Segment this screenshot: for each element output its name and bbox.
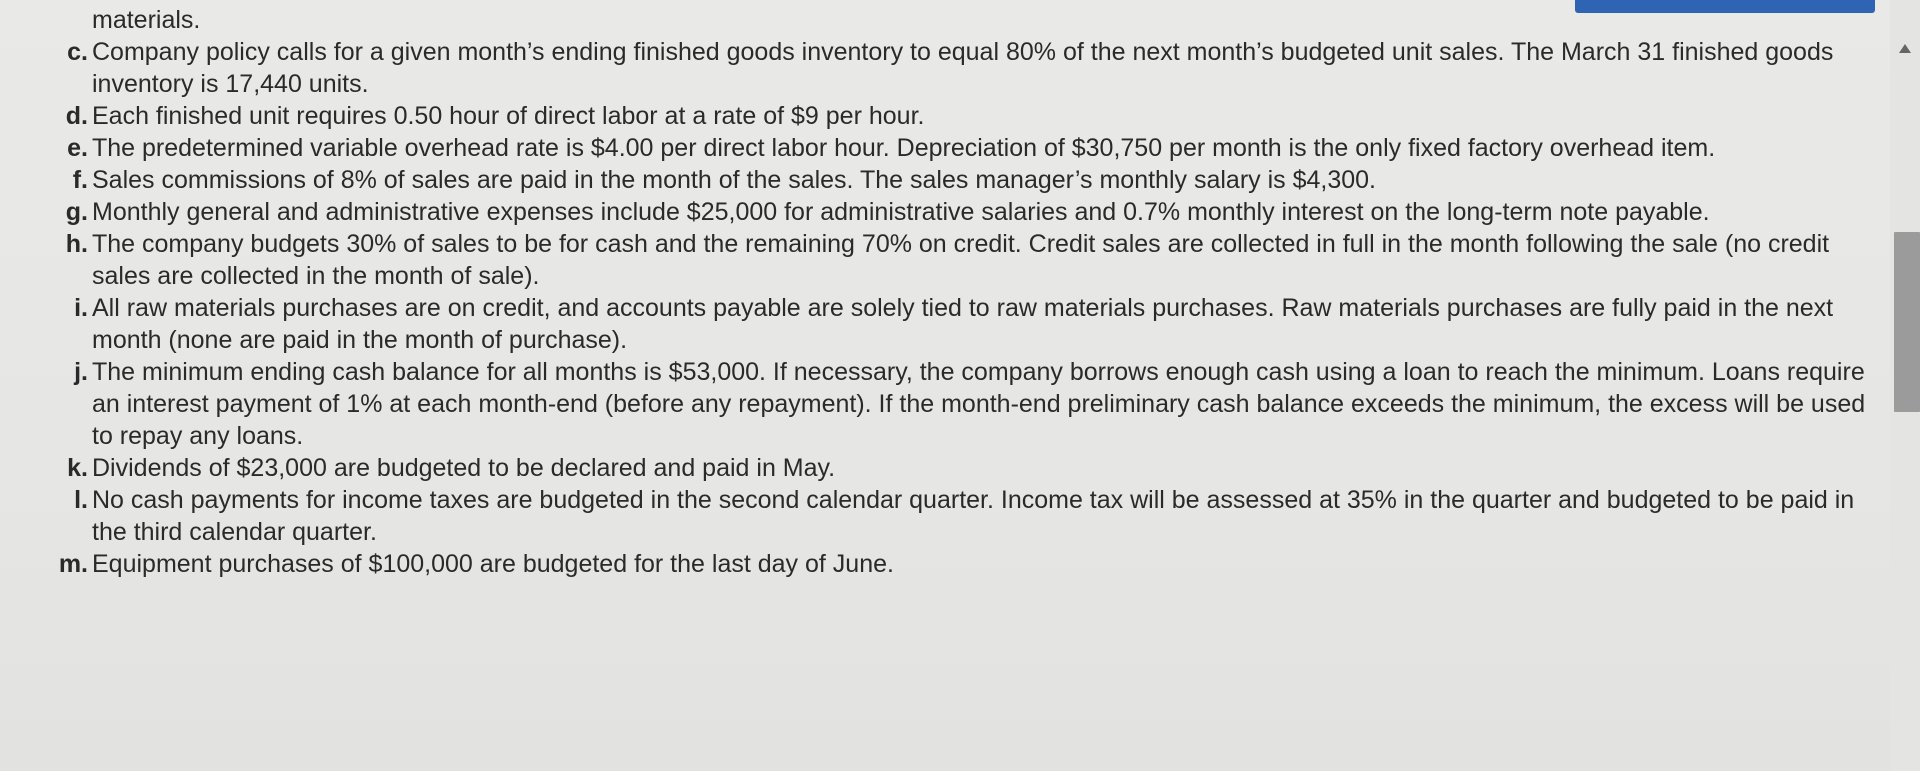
item-text: Sales commissions of 8% of sales are paid in the month of the sales. The sales manager’s monthly salary is $4,300. bbox=[92, 166, 1376, 194]
list-item bbox=[30, 196, 1870, 228]
item-letter: c. bbox=[67, 38, 88, 66]
item-text: Each finished unit requires 0.50 hour of direct labor at a rate of $9 per hour. bbox=[92, 102, 925, 130]
item-letter: i. bbox=[74, 294, 88, 322]
list-item bbox=[30, 292, 1870, 356]
vertical-scrollbar[interactable] bbox=[1890, 0, 1920, 771]
item-text: The company budgets 30% of sales to be for cash and the remaining 70% on credit. Credit sales are collected in full in the month following the sale (no credit sales are collected in the month of sale). bbox=[92, 230, 1830, 290]
list-item bbox=[30, 452, 1870, 484]
list-item bbox=[30, 228, 1870, 292]
problem-text bbox=[30, 4, 1870, 580]
item-letter: g. bbox=[65, 198, 88, 226]
item-text: Monthly general and administrative expenses include $25,000 for administrative salaries and 0.7% monthly interest on the long-term note payable. bbox=[92, 198, 1710, 226]
list-item bbox=[30, 484, 1870, 548]
item-text: All raw materials purchases are on credit, and accounts payable are solely tied to raw materials purchases. Raw materials purchases are fully paid in the next month (none are paid in the month of purchase). bbox=[92, 294, 1834, 354]
item-letter: d. bbox=[65, 102, 88, 130]
item-letter: h. bbox=[65, 230, 88, 258]
list-item bbox=[30, 36, 1870, 100]
list-item bbox=[30, 164, 1870, 196]
chevron-up-icon[interactable] bbox=[1899, 44, 1911, 53]
item-text: The minimum ending cash balance for all months is $53,000. If necessary, the company borrows enough cash using a loan to reach the minimum. Loans require an interest payment of 1% at each month-end (before any repayment). If the month-end preliminary cash balance exceeds the minimum, the excess will be used to repay any loans. bbox=[92, 358, 1866, 450]
intro-text: materials. bbox=[92, 6, 201, 34]
item-letter: l. bbox=[74, 486, 88, 514]
item-letter: e. bbox=[67, 134, 88, 162]
list-item bbox=[30, 132, 1870, 164]
item-letter: k. bbox=[67, 454, 88, 482]
requirements-list bbox=[30, 36, 1870, 580]
list-item bbox=[30, 356, 1870, 452]
item-letter: f. bbox=[72, 166, 88, 194]
item-text: Company policy calls for a given month’s ending finished goods inventory to equal 80% of the next month’s budgeted unit sales. The March 31 finished goods inventory is 17,440 units. bbox=[92, 38, 1834, 98]
item-text: Equipment purchases of $100,000 are budgeted for the last day of June. bbox=[92, 550, 894, 578]
list-item bbox=[30, 548, 1870, 580]
item-text: No cash payments for income taxes are budgeted in the second calendar quarter. Income tax will be assessed at 35% in the quarter and budgeted to be paid in the third calendar quarter. bbox=[92, 486, 1855, 546]
item-text: Dividends of $23,000 are budgeted to be declared and paid in May. bbox=[92, 454, 836, 482]
item-letter: j. bbox=[74, 358, 88, 386]
list-item bbox=[30, 100, 1870, 132]
item-letter: m. bbox=[58, 550, 88, 578]
item-text: The predetermined variable overhead rate is $4.00 per direct labor hour. Depreciation of $30,750 per month is the only fixed factory overhead item. bbox=[92, 134, 1716, 162]
scrollbar-thumb[interactable] bbox=[1894, 232, 1920, 412]
